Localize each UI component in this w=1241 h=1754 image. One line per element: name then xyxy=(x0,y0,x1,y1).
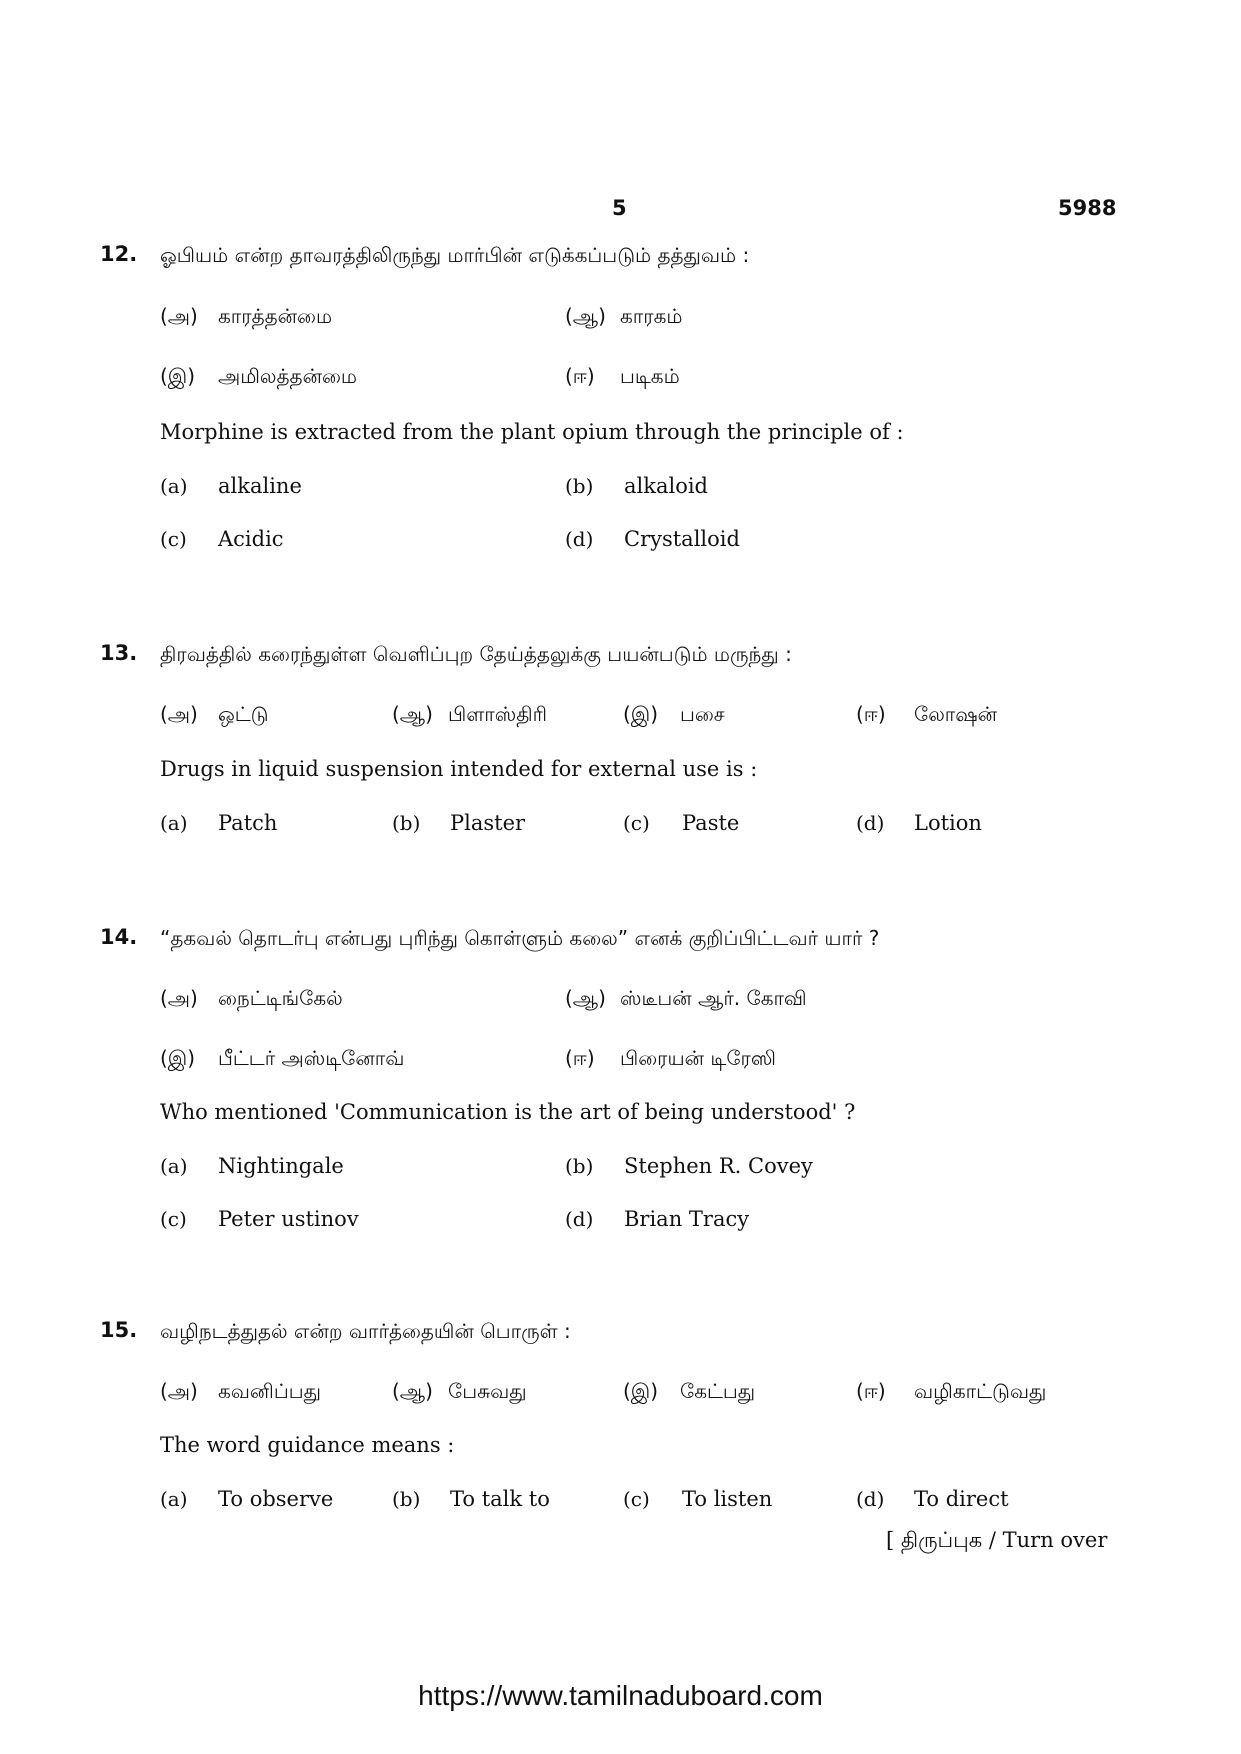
option-text: Brian Tracy xyxy=(624,1207,750,1231)
option-label: (b) xyxy=(565,474,594,498)
option-text: alkaloid xyxy=(624,474,708,498)
option-label-tamil: (அ) xyxy=(160,304,198,328)
option-label-tamil: (அ) xyxy=(160,702,198,726)
option-text: To direct xyxy=(914,1487,1009,1511)
option-text-tamil: ஸ்டீபன் ஆர். கோவி xyxy=(620,986,807,1010)
option-label: (a) xyxy=(160,1154,188,1178)
option-label: (c) xyxy=(160,1207,187,1231)
option-label: (d) xyxy=(856,811,885,835)
question-text-english: Morphine is extracted from the plant opium through the principle of : xyxy=(160,420,904,444)
option-text-tamil: பிரையன் டிரேஸி xyxy=(620,1046,776,1070)
option-text: To listen xyxy=(682,1487,773,1511)
option-text: To observe xyxy=(218,1487,334,1511)
option-label-tamil: (ஆ) xyxy=(392,702,433,726)
option-text-tamil: காரகம் xyxy=(620,304,683,328)
question-text-english: The word guidance means : xyxy=(160,1433,455,1457)
option-label-tamil: (இ) xyxy=(160,364,196,388)
option-label: (c) xyxy=(623,1487,650,1511)
question-number: 13. xyxy=(100,641,138,665)
option-text-tamil: படிகம் xyxy=(620,364,680,388)
page-number: 5 xyxy=(612,196,627,220)
option-label-tamil: (இ) xyxy=(623,1379,659,1403)
option-text: Stephen R. Covey xyxy=(624,1154,813,1178)
option-text: Nightingale xyxy=(218,1154,344,1178)
option-text: Paste xyxy=(682,811,740,835)
question-number: 12. xyxy=(100,242,138,266)
option-text: Crystalloid xyxy=(624,527,740,551)
option-label: (a) xyxy=(160,474,188,498)
option-text-tamil: கேட்பது xyxy=(680,1379,756,1403)
option-label: (b) xyxy=(565,1154,594,1178)
option-text: Acidic xyxy=(218,527,284,551)
option-label-tamil: (ஆ) xyxy=(392,1379,433,1403)
option-text-tamil: பீட்டர் அஸ்டினோவ் xyxy=(218,1046,405,1070)
option-text-tamil: பிளாஸ்திரி xyxy=(448,702,548,726)
question-text-tamil: “தகவல் தொடர்பு என்பது புரிந்து கொள்ளும் கலை” எனக் குறிப்பிட்டவர் யார் ? xyxy=(160,926,880,950)
option-label: (d) xyxy=(856,1487,885,1511)
question-text-english: Drugs in liquid suspension intended for external use is : xyxy=(160,757,758,781)
option-text-tamil: ஒட்டு xyxy=(218,702,269,726)
option-label: (a) xyxy=(160,1487,188,1511)
option-text-tamil: பேசுவது xyxy=(448,1379,527,1403)
option-label-tamil: (ஈ) xyxy=(856,1379,886,1403)
question-text-tamil: ஓபியம் என்ற தாவரத்திலிருந்து மார்பின் எடுக்கப்படும் தத்துவம் : xyxy=(160,243,750,267)
option-label: (b) xyxy=(392,811,421,835)
option-label-tamil: (ஈ) xyxy=(856,702,886,726)
option-text-tamil: காரத்தன்மை xyxy=(218,304,333,328)
option-text-tamil: கவனிப்பது xyxy=(218,1379,321,1403)
option-label: (d) xyxy=(565,527,594,551)
option-label: (b) xyxy=(392,1487,421,1511)
option-text-tamil: லோஷன் xyxy=(914,702,998,726)
option-text-tamil: நைட்டிங்கேல் xyxy=(218,986,343,1010)
option-label-tamil: (ஈ) xyxy=(565,1046,595,1070)
option-text: Peter ustinov xyxy=(218,1207,359,1231)
option-label-tamil: (அ) xyxy=(160,1379,198,1403)
turn-over-note: [ திருப்புக / Turn over xyxy=(886,1528,1108,1552)
option-text: To talk to xyxy=(450,1487,550,1511)
option-label-tamil: (அ) xyxy=(160,986,198,1010)
question-number: 15. xyxy=(100,1318,138,1342)
option-label: (c) xyxy=(160,527,187,551)
option-text: Lotion xyxy=(914,811,982,835)
option-text-tamil: வழிகாட்டுவது xyxy=(914,1379,1047,1403)
footer-url[interactable]: https://www.tamilnaduboard.com xyxy=(418,1680,823,1711)
option-label-tamil: (இ) xyxy=(160,1046,196,1070)
option-text: Plaster xyxy=(450,811,526,835)
option-label: (c) xyxy=(623,811,650,835)
option-label-tamil: (ஆ) xyxy=(565,304,606,328)
question-text-english: Who mentioned 'Communication is the art of being understood' ? xyxy=(160,1100,856,1124)
question-number: 14. xyxy=(100,925,138,949)
option-text-tamil: அமிலத்தன்மை xyxy=(218,364,357,388)
option-text: Patch xyxy=(218,811,278,835)
option-label-tamil: (ஆ) xyxy=(565,986,606,1010)
option-label-tamil: (இ) xyxy=(623,702,659,726)
option-text: alkaline xyxy=(218,474,302,498)
option-label: (a) xyxy=(160,811,188,835)
question-text-tamil: வழிநடத்துதல் என்ற வார்த்தையின் பொருள் : xyxy=(160,1319,571,1343)
option-label: (d) xyxy=(565,1207,594,1231)
paper-code: 5988 xyxy=(1058,196,1117,220)
option-text-tamil: பசை xyxy=(680,702,725,726)
question-text-tamil: திரவத்தில் கரைந்துள்ள வெளிப்புற தேய்த்தலுக்கு பயன்படும் மருந்து : xyxy=(160,642,792,666)
option-label-tamil: (ஈ) xyxy=(565,364,595,388)
